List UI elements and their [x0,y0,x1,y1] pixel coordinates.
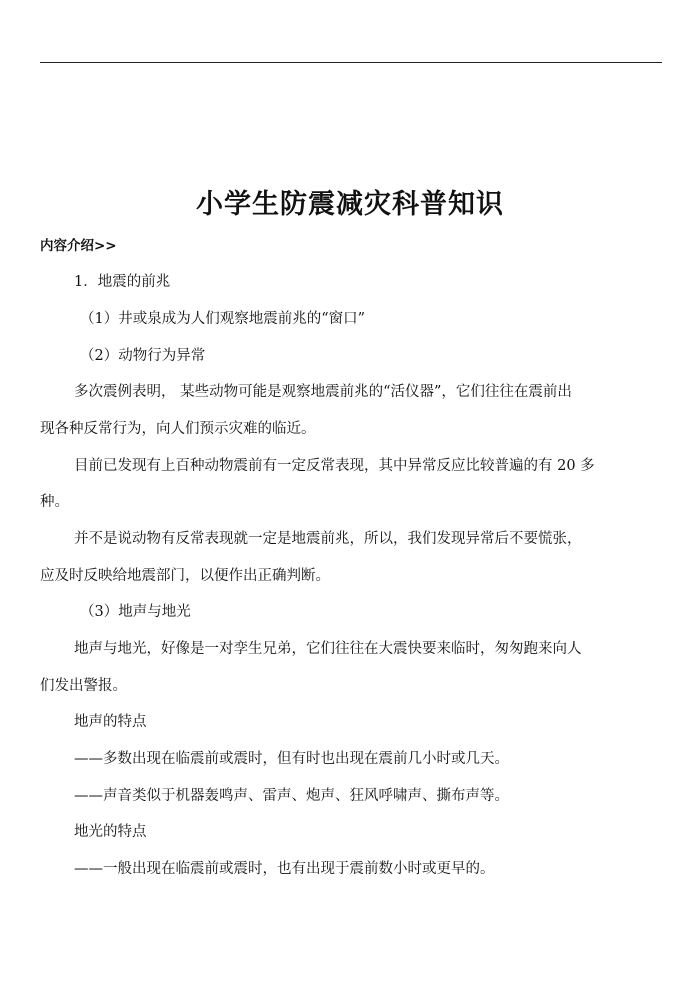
subheading-sound-features: 地声的特点 [74,714,147,730]
paragraph-line: 们发出警报。 [40,678,127,694]
subheading-sound-light: （3）地声与地光 [80,604,191,620]
section-heading-precursors: 1．地震的前兆 [74,274,171,290]
paragraph-line: 应及时反映给地震部门，以便作出正确判断。 [40,568,330,584]
paragraph-line: 多次震例表明， 某些动物可能是观察地震前兆的“活仪器”，它们往往在震前出 [74,384,572,400]
paragraph-line: 并不是说动物有反常表现就一定是地震前兆，所以，我们发现异常后不要慌张， [74,531,582,547]
intro-label: 内容介绍>> [40,238,117,254]
paragraph-line: 种。 [40,494,69,510]
list-item: ——声音类似于机器轰鸣声、雷声、炮声、狂风呼啸声、撕布声等。 [74,788,509,804]
list-item: ——一般出现在临震前或震时，也有出现于震前数小时或更早的。 [74,861,495,877]
header-rule [40,62,662,63]
paragraph-line: 目前已发现有上百种动物震前有一定反常表现，其中异常反应比较普遍的有 20 多 [74,458,595,474]
list-item: ——多数出现在临震前或震时，但有时也出现在震前几小时或几天。 [74,751,509,767]
document-title: 小学生防震减灾科普知识 [196,189,504,220]
subheading-animals: （2）动物行为异常 [80,348,206,364]
subheading-wells: （1）井或泉成为人们观察地震前兆的“窗口” [80,311,366,327]
paragraph-line: 地声与地光，好像是一对孪生兄弟，它们往往在大震快要来临时，匆匆跑来向人 [74,641,582,657]
subheading-light-features: 地光的特点 [74,824,147,840]
paragraph-line: 现各种反常行为，向人们预示灾难的临近。 [40,421,316,437]
